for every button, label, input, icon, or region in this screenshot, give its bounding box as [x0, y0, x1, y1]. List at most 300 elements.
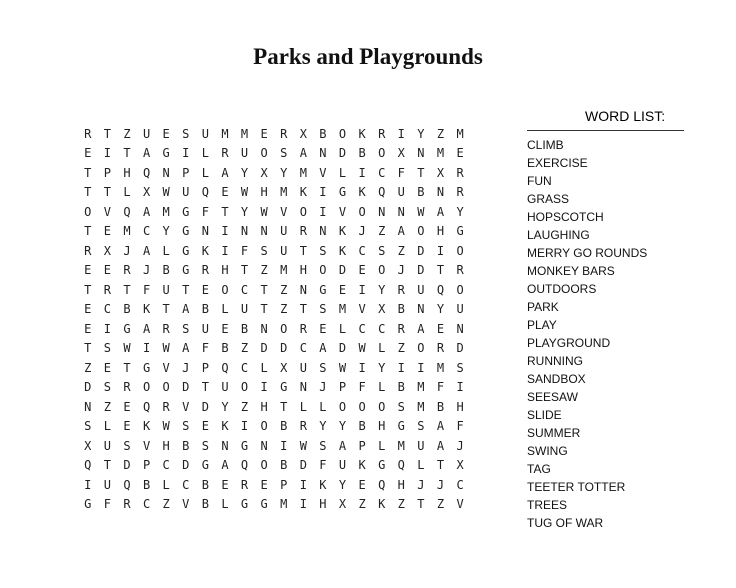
- grid-letter: Z: [240, 341, 249, 356]
- grid-letter: T: [240, 263, 249, 278]
- grid-letter: U: [397, 185, 405, 200]
- grid-letter: B: [142, 477, 151, 492]
- grid-letter: B: [358, 419, 366, 434]
- grid-letter: L: [378, 438, 386, 453]
- grid-letter: R: [299, 419, 307, 434]
- grid-letter: P: [182, 165, 190, 180]
- grid-letter: R: [299, 321, 307, 336]
- grid-letter: P: [358, 438, 366, 453]
- grid-letter: R: [280, 126, 288, 141]
- grid-letter: W: [240, 185, 249, 200]
- grid-letter: G: [319, 282, 327, 297]
- grid-letter: N: [417, 302, 425, 317]
- grid-letter: X: [260, 165, 268, 180]
- grid-letter: N: [319, 146, 327, 161]
- grid-letter: A: [436, 204, 445, 219]
- word-list-item: LAUGHING: [527, 228, 590, 242]
- grid-letter: U: [417, 438, 425, 453]
- grid-letter: D: [338, 146, 347, 161]
- grid-letter: L: [162, 477, 170, 492]
- grid-letter: V: [338, 204, 347, 219]
- grid-letter: S: [182, 321, 190, 336]
- grid-letter: G: [240, 438, 249, 453]
- grid-letter: L: [338, 165, 347, 180]
- grid-letter: I: [142, 341, 151, 356]
- grid-letter: G: [84, 497, 92, 512]
- grid-letter: N: [436, 185, 445, 200]
- grid-letter: M: [280, 263, 288, 278]
- grid-letter: B: [201, 497, 209, 512]
- grid-letter: I: [417, 360, 425, 375]
- grid-letter: Q: [84, 458, 92, 473]
- grid-letter: V: [456, 497, 464, 512]
- grid-letter: D: [338, 341, 347, 356]
- grid-letter: B: [280, 419, 288, 434]
- grid-letter: U: [221, 380, 229, 395]
- grid-letter: V: [142, 438, 151, 453]
- grid-letter: S: [456, 360, 464, 375]
- grid-letter: Q: [142, 165, 151, 180]
- grid-letter: T: [103, 458, 111, 473]
- grid-letter: M: [240, 126, 249, 141]
- grid-letter: T: [260, 282, 268, 297]
- grid-letter: S: [182, 126, 190, 141]
- grid-letter: S: [123, 438, 131, 453]
- grid-letter: Z: [436, 126, 445, 141]
- grid-letter: S: [378, 243, 386, 258]
- grid-letter: J: [417, 477, 425, 492]
- grid-letter: I: [240, 419, 249, 434]
- grid-letter: S: [319, 243, 327, 258]
- grid-letter: B: [162, 263, 170, 278]
- grid-letter: K: [142, 302, 151, 317]
- grid-letter: J: [358, 224, 366, 239]
- grid-letter: G: [378, 458, 386, 473]
- grid-letter: T: [417, 165, 425, 180]
- grid-letter: D: [123, 458, 131, 473]
- word-list-item: SANDBOX: [527, 372, 586, 386]
- grid-letter: F: [456, 419, 464, 434]
- grid-letter: R: [397, 321, 405, 336]
- grid-letter: Y: [319, 419, 327, 434]
- grid-letter: B: [417, 185, 425, 200]
- grid-letter: S: [397, 399, 405, 414]
- grid-letter: S: [319, 302, 327, 317]
- grid-letter: T: [84, 282, 92, 297]
- grid-letter: I: [397, 360, 405, 375]
- word-list-item: CLIMB: [527, 138, 564, 152]
- grid-letter: A: [417, 321, 425, 336]
- grid-letter: B: [240, 321, 249, 336]
- grid-letter: K: [338, 243, 347, 258]
- grid-letter: H: [260, 185, 268, 200]
- grid-letter: E: [84, 146, 92, 161]
- grid-letter: Z: [123, 126, 131, 141]
- grid-letter: R: [436, 341, 445, 356]
- word-list-item: PLAY: [527, 318, 557, 332]
- grid-letter: N: [319, 224, 327, 239]
- grid-letter: Y: [221, 399, 229, 414]
- grid-letter: S: [319, 360, 327, 375]
- grid-letter: T: [201, 380, 209, 395]
- grid-letter: R: [162, 399, 170, 414]
- grid-letter: L: [201, 165, 209, 180]
- grid-letter: C: [456, 477, 464, 492]
- grid-letter: R: [397, 282, 405, 297]
- word-list-item: MERRY GO ROUNDS: [527, 246, 648, 260]
- grid-letter: Y: [240, 165, 249, 180]
- grid-letter: L: [123, 185, 131, 200]
- word-list-item: EXERCISE: [527, 156, 588, 170]
- word-list-item: SWING: [527, 444, 568, 458]
- grid-letter: I: [358, 282, 366, 297]
- grid-letter: Z: [280, 302, 288, 317]
- grid-letter: O: [240, 380, 249, 395]
- word-list-item: TEETER TOTTER: [527, 480, 626, 494]
- grid-letter: O: [358, 204, 366, 219]
- grid-letter: N: [201, 224, 209, 239]
- grid-letter: G: [123, 321, 131, 336]
- grid-letter: U: [299, 360, 307, 375]
- grid-letter: X: [436, 165, 445, 180]
- grid-letter: K: [358, 126, 366, 141]
- grid-letter: A: [338, 438, 347, 453]
- grid-letter: J: [319, 380, 327, 395]
- grid-letter: O: [142, 380, 151, 395]
- grid-letter: R: [201, 263, 209, 278]
- grid-letter: J: [436, 477, 445, 492]
- grid-letter: G: [338, 185, 347, 200]
- grid-letter: E: [358, 263, 366, 278]
- grid-letter: B: [201, 302, 209, 317]
- grid-letter: O: [378, 263, 386, 278]
- grid-letter: N: [240, 224, 249, 239]
- grid-letter: G: [182, 224, 190, 239]
- grid-letter: A: [319, 341, 327, 356]
- grid-letter: N: [378, 204, 386, 219]
- word-list-item: MONKEY BARS: [527, 264, 615, 278]
- grid-letter: H: [456, 399, 464, 414]
- grid-letter: T: [260, 302, 268, 317]
- grid-letter: V: [358, 302, 366, 317]
- grid-letter: Q: [378, 185, 386, 200]
- grid-letter: E: [260, 477, 268, 492]
- grid-letter: T: [103, 185, 111, 200]
- grid-letter: I: [221, 224, 229, 239]
- grid-letter: G: [201, 458, 209, 473]
- grid-letter: Y: [280, 165, 288, 180]
- grid-letter: H: [378, 419, 386, 434]
- grid-letter: E: [103, 360, 111, 375]
- grid-letter: D: [456, 341, 464, 356]
- grid-letter: Q: [221, 360, 229, 375]
- grid-letter: I: [358, 165, 366, 180]
- grid-letter: C: [142, 497, 151, 512]
- grid-letter: M: [436, 360, 445, 375]
- grid-letter: N: [456, 321, 464, 336]
- grid-letter: T: [436, 458, 445, 473]
- grid-letter: P: [201, 360, 209, 375]
- grid-letter: N: [221, 438, 229, 453]
- grid-letter: Z: [103, 399, 111, 414]
- grid-letter: Y: [436, 302, 445, 317]
- grid-letter: D: [280, 341, 288, 356]
- grid-letter: H: [162, 438, 170, 453]
- grid-letter: R: [84, 126, 92, 141]
- grid-letter: K: [338, 224, 347, 239]
- grid-letter: I: [221, 243, 229, 258]
- grid-letter: Q: [123, 477, 131, 492]
- grid-letter: E: [221, 477, 229, 492]
- grid-letter: E: [436, 321, 445, 336]
- grid-letter: U: [201, 126, 209, 141]
- grid-letter: H: [436, 224, 445, 239]
- grid-letter: S: [103, 380, 111, 395]
- grid-letter: E: [123, 419, 131, 434]
- grid-letter: W: [358, 341, 366, 356]
- grid-letter: E: [338, 282, 347, 297]
- grid-letter: A: [142, 243, 151, 258]
- grid-letter: G: [182, 263, 190, 278]
- grid-letter: X: [397, 146, 405, 161]
- grid-letter: G: [182, 204, 190, 219]
- grid-letter: M: [123, 224, 131, 239]
- grid-letter: K: [378, 497, 386, 512]
- grid-letter: L: [319, 399, 327, 414]
- grid-letter: A: [221, 458, 229, 473]
- grid-letter: H: [299, 263, 307, 278]
- grid-letter: Q: [378, 477, 386, 492]
- grid-letter: B: [397, 302, 405, 317]
- grid-letter: B: [201, 477, 209, 492]
- grid-letter: C: [358, 321, 366, 336]
- grid-letter: G: [260, 497, 268, 512]
- grid-letter: S: [84, 419, 92, 434]
- grid-letter: R: [123, 497, 131, 512]
- grid-letter: I: [456, 380, 464, 395]
- grid-letter: B: [182, 438, 190, 453]
- grid-letter: X: [142, 185, 151, 200]
- grid-letter: J: [182, 360, 190, 375]
- word-list-item: TAG: [527, 462, 551, 476]
- grid-letter: A: [142, 146, 151, 161]
- grid-letter: E: [103, 224, 111, 239]
- grid-letter: R: [162, 321, 170, 336]
- grid-letter: X: [456, 458, 464, 473]
- grid-letter: A: [182, 341, 190, 356]
- grid-letter: R: [456, 165, 464, 180]
- grid-letter: F: [201, 204, 209, 219]
- grid-letter: T: [417, 497, 425, 512]
- grid-letter: C: [378, 165, 386, 180]
- grid-letter: S: [182, 419, 190, 434]
- grid-letter: N: [397, 204, 405, 219]
- grid-letter: Z: [280, 282, 288, 297]
- grid-letter: T: [436, 263, 445, 278]
- grid-letter: X: [84, 438, 92, 453]
- grid-letter: U: [103, 438, 111, 453]
- grid-letter: Y: [338, 477, 347, 492]
- grid-letter: H: [319, 497, 327, 512]
- grid-letter: X: [378, 302, 386, 317]
- grid-letter: Y: [456, 204, 464, 219]
- grid-letter: R: [299, 224, 307, 239]
- word-list-divider: [527, 130, 684, 131]
- grid-letter: N: [260, 321, 268, 336]
- grid-letter: U: [338, 458, 347, 473]
- grid-letter: M: [299, 165, 307, 180]
- word-list-item: SLIDE: [527, 408, 562, 422]
- grid-letter: H: [397, 477, 405, 492]
- grid-letter: U: [280, 243, 288, 258]
- grid-letter: H: [260, 399, 268, 414]
- grid-letter: N: [260, 224, 268, 239]
- grid-letter: M: [280, 497, 288, 512]
- grid-letter: Z: [240, 399, 249, 414]
- word-list-item: RUNNING: [527, 354, 583, 368]
- grid-letter: N: [417, 146, 425, 161]
- grid-letter: E: [319, 321, 327, 336]
- grid-letter: C: [182, 477, 190, 492]
- grid-letter: O: [280, 321, 288, 336]
- grid-letter: M: [397, 438, 405, 453]
- grid-letter: R: [240, 477, 249, 492]
- grid-letter: E: [221, 185, 229, 200]
- grid-letter: T: [221, 204, 229, 219]
- grid-letter: J: [142, 263, 151, 278]
- grid-letter: X: [103, 243, 111, 258]
- grid-letter: E: [162, 126, 170, 141]
- grid-letter: O: [456, 243, 464, 258]
- grid-letter: M: [221, 126, 229, 141]
- grid-letter: L: [378, 380, 386, 395]
- grid-letter: D: [338, 263, 347, 278]
- grid-letter: U: [280, 224, 288, 239]
- grid-letter: T: [84, 341, 92, 356]
- grid-letter: O: [221, 282, 229, 297]
- grid-letter: K: [201, 243, 209, 258]
- grid-letter: Z: [436, 497, 445, 512]
- word-list-item: PARK: [527, 300, 559, 314]
- grid-letter: I: [280, 438, 288, 453]
- grid-letter: D: [417, 243, 425, 258]
- grid-letter: O: [84, 204, 92, 219]
- grid-letter: Y: [240, 204, 249, 219]
- grid-letter: U: [240, 302, 249, 317]
- grid-letter: D: [201, 399, 209, 414]
- grid-letter: E: [84, 302, 92, 317]
- grid-letter: N: [299, 380, 307, 395]
- grid-letter: R: [221, 146, 229, 161]
- grid-letter: O: [162, 380, 170, 395]
- grid-letter: L: [162, 243, 170, 258]
- grid-letter: W: [338, 360, 347, 375]
- grid-letter: C: [162, 458, 170, 473]
- grid-letter: S: [103, 341, 111, 356]
- grid-letter: A: [182, 302, 190, 317]
- grid-letter: I: [436, 243, 445, 258]
- grid-letter: U: [182, 185, 190, 200]
- grid-letter: I: [299, 477, 307, 492]
- grid-letter: R: [123, 263, 131, 278]
- grid-letter: B: [221, 341, 229, 356]
- grid-letter: O: [260, 146, 268, 161]
- grid-letter: L: [103, 419, 111, 434]
- grid-letter: X: [299, 126, 307, 141]
- grid-letter: C: [378, 321, 386, 336]
- grid-letter: L: [201, 146, 209, 161]
- letter-grid: [78, 124, 470, 514]
- grid-letter: O: [417, 341, 425, 356]
- grid-letter: Q: [123, 204, 131, 219]
- grid-letter: R: [84, 243, 92, 258]
- grid-letter: E: [260, 126, 268, 141]
- grid-letter: R: [123, 380, 131, 395]
- grid-letter: F: [142, 282, 151, 297]
- grid-letter: Z: [397, 341, 405, 356]
- word-list-item: TREES: [527, 498, 568, 512]
- word-list-heading: WORD LIST:: [585, 108, 666, 124]
- grid-letter: O: [338, 399, 347, 414]
- grid-letter: L: [417, 458, 425, 473]
- word-list-item: FUN: [527, 174, 552, 188]
- grid-letter: A: [299, 146, 307, 161]
- grid-letter: T: [299, 243, 307, 258]
- grid-letter: A: [142, 204, 151, 219]
- grid-letter: V: [103, 204, 111, 219]
- grid-letter: Q: [436, 282, 445, 297]
- grid-letter: N: [260, 438, 268, 453]
- grid-letter: U: [240, 146, 249, 161]
- grid-letter: L: [221, 302, 229, 317]
- grid-letter: V: [182, 497, 190, 512]
- grid-letter: K: [221, 419, 229, 434]
- grid-letter: V: [319, 165, 327, 180]
- grid-letter: Z: [397, 243, 405, 258]
- grid-letter: T: [84, 185, 92, 200]
- grid-letter: I: [397, 126, 405, 141]
- grid-letter: V: [182, 399, 190, 414]
- grid-letter: W: [162, 185, 170, 200]
- grid-letter: M: [280, 185, 288, 200]
- grid-letter: D: [182, 380, 190, 395]
- grid-letter: I: [103, 146, 111, 161]
- grid-letter: S: [417, 419, 425, 434]
- grid-letter: O: [417, 224, 425, 239]
- grid-letter: Y: [417, 126, 425, 141]
- grid-letter: H: [221, 263, 229, 278]
- grid-letter: C: [240, 282, 249, 297]
- word-list: [527, 136, 647, 532]
- grid-letter: E: [456, 146, 464, 161]
- grid-letter: F: [201, 341, 209, 356]
- grid-letter: I: [260, 380, 268, 395]
- grid-letter: F: [358, 380, 366, 395]
- grid-letter: B: [436, 399, 445, 414]
- grid-letter: F: [436, 380, 445, 395]
- grid-letter: F: [103, 497, 111, 512]
- grid-letter: C: [240, 360, 249, 375]
- grid-letter: P: [280, 477, 288, 492]
- grid-letter: E: [358, 477, 366, 492]
- grid-letter: E: [84, 321, 92, 336]
- grid-letter: G: [240, 497, 249, 512]
- grid-letter: O: [456, 282, 464, 297]
- grid-letter: E: [201, 282, 209, 297]
- word-list-item: OUTDOORS: [527, 282, 597, 296]
- grid-letter: I: [358, 360, 366, 375]
- grid-letter: R: [456, 185, 464, 200]
